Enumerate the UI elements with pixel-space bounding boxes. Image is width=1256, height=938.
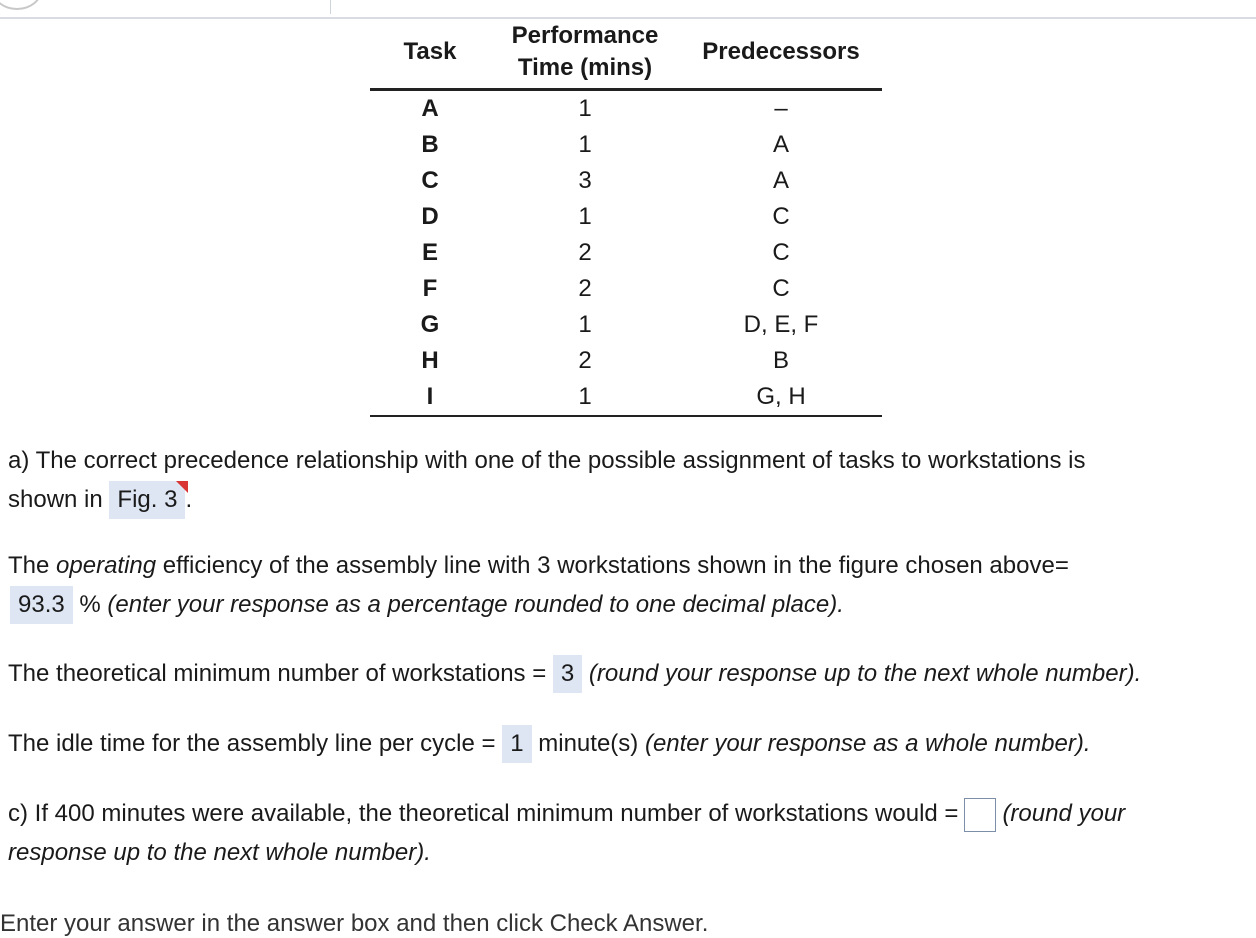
time-cell: 2: [578, 239, 592, 266]
table-row: [370, 235, 882, 271]
predecessor-cell: –: [774, 95, 788, 122]
table-row: [370, 379, 882, 416]
fig-answer-field[interactable]: [109, 481, 185, 519]
predecessor-cell: G, H: [680, 379, 882, 416]
header-task: Task: [370, 20, 490, 90]
idle-time-text: The idle time for the assembly line per cycle =: [8, 730, 496, 757]
idle-time-unit: minute(s): [538, 730, 639, 757]
task-cell: D: [421, 203, 439, 230]
idle-time-instruction: (enter your response as a whole number).: [644, 730, 1091, 757]
time-cell: 2: [578, 347, 592, 374]
part-a-line2: [8, 480, 192, 519]
predecessor-cell: C: [772, 239, 790, 266]
efficiency-italic-word: operating: [56, 552, 157, 579]
top-toolbar: [0, 0, 1256, 19]
theoretical-min-answer-field[interactable]: 3: [553, 655, 582, 693]
task-cell: G: [420, 311, 440, 338]
time-cell: 3: [578, 167, 592, 194]
task-cell: A: [421, 95, 439, 122]
idle-time-answer-field[interactable]: 1: [502, 725, 531, 763]
efficiency-text-before: The: [8, 552, 57, 579]
part-c-answer-input[interactable]: [964, 798, 996, 832]
time-cell: 1: [578, 203, 592, 230]
predecessor-cell: B: [772, 347, 789, 374]
header-time-line2: Time (mins): [517, 54, 653, 81]
part-a-line1: a) The correct precedence relationship with one of the possible assignment of tasks to workstations is: [8, 447, 1086, 474]
flag-icon: [176, 481, 188, 493]
task-cell: C: [421, 167, 439, 194]
table-row: [370, 271, 882, 307]
table-row: [370, 343, 882, 379]
fig-answer-value: Fig. 3: [117, 486, 178, 513]
part-c-instruction-line1: (round your: [1002, 800, 1126, 827]
header-performance-time: [490, 20, 680, 90]
toolbar-divider: [330, 0, 331, 14]
task-table-body: [370, 90, 882, 417]
efficiency-line1: [8, 546, 1069, 585]
efficiency-answer-field[interactable]: 93.3: [10, 586, 73, 624]
part-a-suffix: .: [185, 486, 193, 513]
task-cell: E: [421, 239, 438, 266]
theoretical-min-line: [8, 654, 1141, 693]
predecessor-cell: C: [772, 203, 790, 230]
part-a-prefix: shown in: [8, 486, 103, 513]
time-cell: 1: [578, 131, 592, 158]
part-c-line1: [8, 794, 1125, 833]
time-cell: 1: [490, 379, 680, 416]
table-row: [370, 163, 882, 199]
predecessor-cell: A: [772, 167, 789, 194]
predecessor-cell: C: [772, 275, 790, 302]
header-time-line1: Performance: [511, 22, 659, 49]
table-row: [370, 127, 882, 163]
part-c-line2: [8, 833, 431, 872]
table-row: [370, 199, 882, 235]
part-c-instruction-line2: response up to the next whole number).: [8, 839, 431, 866]
theoretical-min-instruction: (round your response up to the next whole number).: [588, 660, 1142, 687]
efficiency-instruction: (enter your response as a percentage rounded to one decimal place).: [107, 591, 844, 618]
task-table: [370, 20, 882, 417]
part-c-text: c) If 400 minutes were available, the theoretical minimum number of workstations would =: [8, 800, 959, 827]
time-cell: 1: [578, 95, 592, 122]
idle-time-line: [8, 724, 1091, 763]
time-cell: 2: [578, 275, 592, 302]
task-cell: B: [421, 131, 439, 158]
predecessor-cell: A: [772, 131, 789, 158]
table-header-row: [370, 20, 882, 90]
table-row: [370, 90, 882, 128]
task-cell: F: [422, 275, 438, 302]
theoretical-min-text: The theoretical minimum number of workstations =: [8, 660, 547, 687]
table-row: [370, 307, 882, 343]
task-cell: H: [421, 347, 439, 374]
time-cell: 1: [578, 311, 592, 338]
task-cell: I: [370, 379, 490, 416]
footer-instruction: Enter your answer in the answer box and then click Check Answer.: [0, 910, 709, 937]
efficiency-unit: %: [79, 591, 101, 618]
efficiency-text-after: efficiency of the assembly line with 3 workstations shown in the figure chosen above=: [156, 552, 1069, 579]
predecessor-cell: D, E, F: [743, 311, 819, 338]
circle-icon: [0, 0, 42, 10]
header-predecessors: Predecessors: [680, 20, 882, 90]
efficiency-line2: [8, 585, 844, 624]
